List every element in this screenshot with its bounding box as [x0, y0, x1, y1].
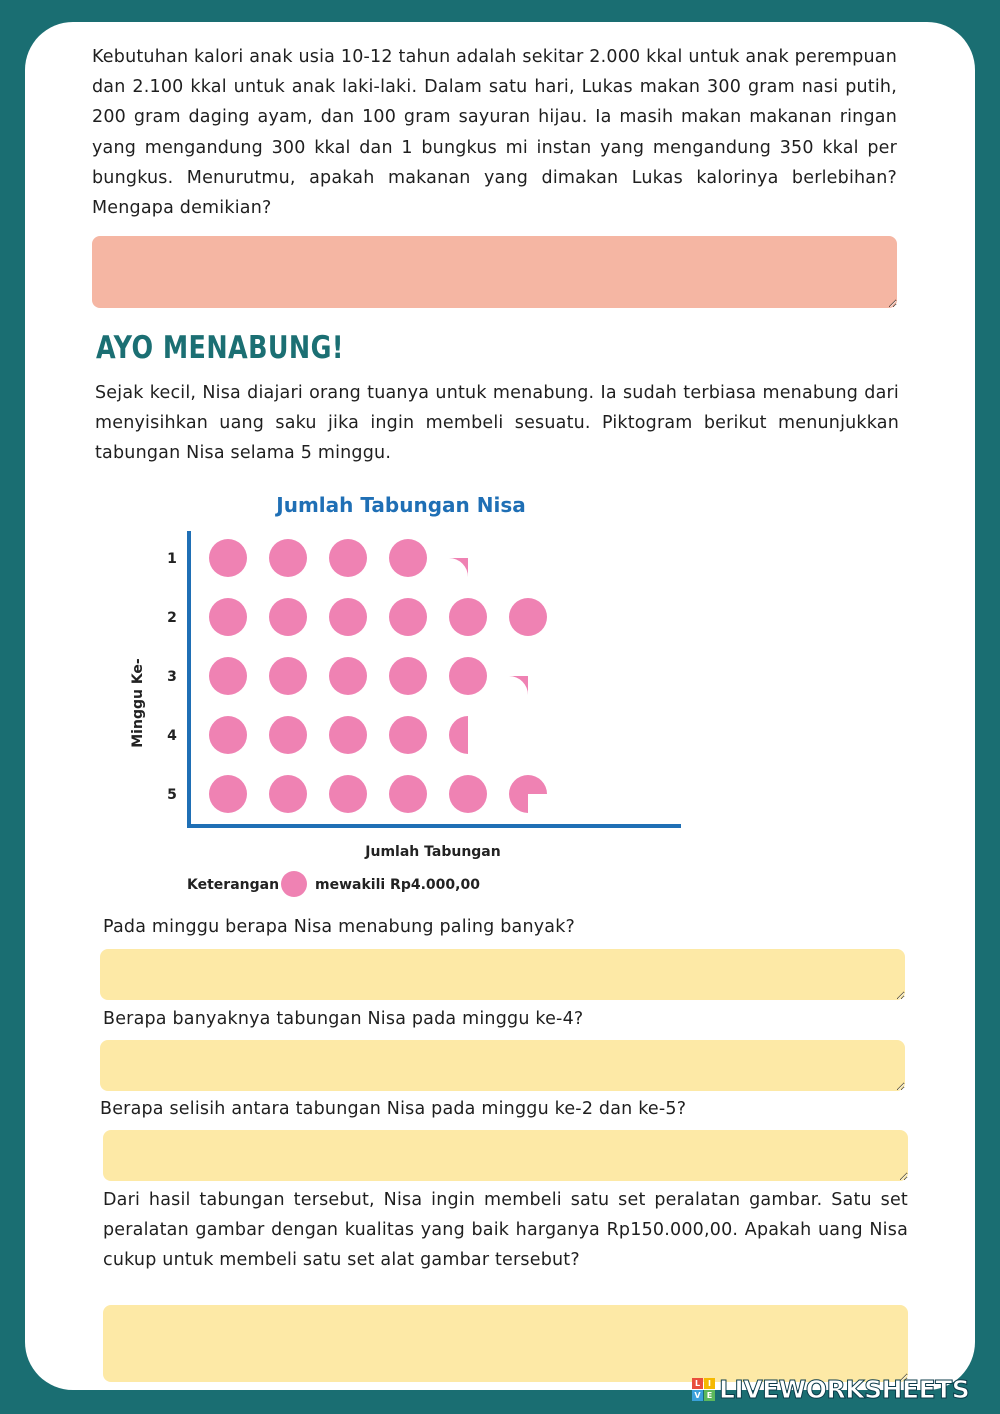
pictogram-symbol-week-3: [449, 657, 487, 695]
pictogram-symbol-week-2: [329, 598, 367, 636]
pictogram-symbol-week-5: [389, 775, 427, 813]
pictogram-symbol-week-1: [389, 539, 427, 577]
pictogram-partial-symbol-week-1: [449, 558, 468, 577]
pictogram-symbol-week-4: [389, 716, 427, 754]
chart-tick-label-week-3: 3: [167, 669, 177, 685]
logo-text: LIVEWORKSHEETS: [719, 1374, 970, 1404]
pictogram-symbol-week-2: [509, 598, 547, 636]
pictogram-symbol-week-5: [269, 775, 307, 813]
chart-tick-label-week-2: 2: [167, 610, 177, 626]
pictogram-symbol-week-4: [329, 716, 367, 754]
pictogram-symbol-week-3: [389, 657, 427, 695]
chart-tick-label-week-1: 1: [167, 551, 177, 567]
pictogram-symbol-week-1: [269, 539, 307, 577]
pictogram-symbol-week-1: [329, 539, 367, 577]
chart-tick-label-week-4: 4: [167, 728, 177, 744]
answer-box-1[interactable]: [100, 949, 905, 1000]
logo-icon: L I V E: [692, 1378, 715, 1401]
pictogram-symbol-week-2: [449, 598, 487, 636]
section-heading: AYO MENABUNG!: [96, 330, 344, 366]
question-3: Berapa selisih antara tabungan Nisa pada minggu ke-2 dan ke-5?: [100, 1099, 687, 1119]
pictogram-symbol-week-2: [389, 598, 427, 636]
intro-paragraph: Kebutuhan kalori anak usia 10-12 tahun adalah sekitar 2.000 kkal untuk anak perempuan dan 2.100 kkal untuk anak laki-laki. Dalam satu hari, Lukas makan 300 gram nasi putih, 200 gram daging ayam, dan 100 gram sayuran hijau. Ia masih makan makanan ringan yang mengandung 300 kkal dan 1 bungkus mi instan yang mengandung 350 kkal per bungkus. Menurutmu, apakah makanan yang dimakan Lukas kalorinya berlebihan? Mengapa demikian?: [92, 47, 897, 219]
pictogram-symbol-week-1: [209, 539, 247, 577]
legend-symbol-icon: [281, 871, 307, 897]
answer-box-4[interactable]: [103, 1305, 908, 1382]
question-1: Pada minggu berapa Nisa menabung paling banyak?: [103, 917, 576, 937]
pictogram-symbol-week-5: [209, 775, 247, 813]
chart-y-axis-label: Minggu Ke-: [130, 658, 146, 748]
chart-x-axis-label: Jumlah Tabungan: [365, 844, 501, 860]
section-paragraph: Sejak kecil, Nisa diajari orang tuanya untuk menabung. Ia sudah terbiasa menabung dari menyisihkan uang saku jika ingin membeli sesuatu. Piktogram berikut menunjukkan tabungan Nisa selama 5 minggu.: [95, 383, 899, 464]
chart-tick-label-week-5: 5: [167, 787, 177, 803]
pictogram-symbol-week-2: [269, 598, 307, 636]
legend-text: mewakili Rp4.000,00: [315, 877, 480, 893]
liveworksheets-logo: [692, 1374, 969, 1404]
pictogram-partial-symbol-week-3: [509, 676, 528, 695]
pictogram-symbol-week-3: [329, 657, 367, 695]
pictogram-symbol-week-3: [209, 657, 247, 695]
pictogram-symbol-week-5: [329, 775, 367, 813]
question-2: Berapa banyaknya tabungan Nisa pada minggu ke-4?: [103, 1009, 584, 1029]
pictogram-symbol-week-2: [209, 598, 247, 636]
legend-label: Keterangan: [187, 877, 280, 893]
pictogram-symbol-week-4: [269, 716, 307, 754]
pictogram-symbol-week-4: [209, 716, 247, 754]
pictogram-symbol-week-5: [449, 775, 487, 813]
pictogram-partial-symbol-week-5: [509, 775, 547, 813]
pictogram-partial-symbol-week-4: [449, 716, 468, 754]
question-4: Dari hasil tabungan tersebut, Nisa ingin membeli satu set peralatan gambar. Satu set peralatan gambar dengan kualitas yang baik harganya Rp150.000,00. Apakah uang Nisa cukup untuk membeli satu set alat gambar tersebut?: [103, 1190, 908, 1271]
chart-title: Jumlah Tabungan Nisa: [276, 493, 526, 517]
answer-box-2[interactable]: [100, 1040, 905, 1091]
pictogram-symbol-week-3: [269, 657, 307, 695]
answer-box-3[interactable]: [103, 1130, 908, 1181]
